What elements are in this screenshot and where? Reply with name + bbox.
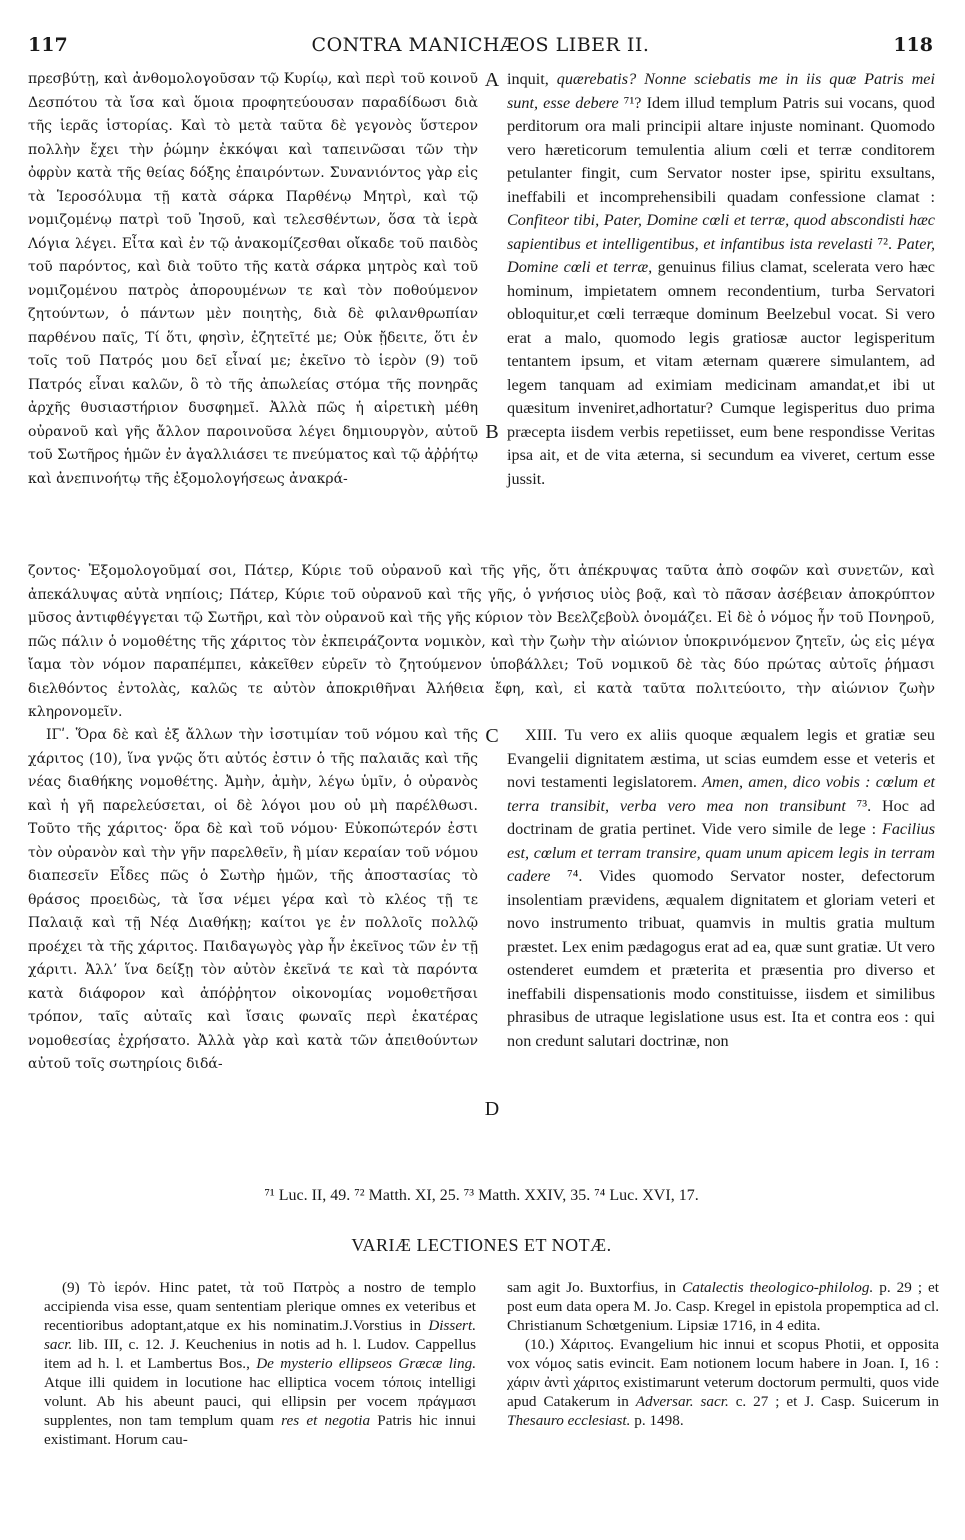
page-header (28, 34, 933, 60)
column-marker-b: B (485, 421, 499, 443)
column-marker-c: C (485, 725, 499, 747)
italic-text-run: Amen, amen, dico vobis : cœlum et terra transibit, verba vero mea non transibunt (507, 773, 936, 815)
page-number-left: 117 (28, 34, 68, 56)
italic-text-run: Catalectis theologico-philolog. (682, 1279, 874, 1296)
greek-paragraph-xiii: ΙΓʹ. Ὅρα δὲ καὶ ἐξ ἄλλων τὴν ἰσοτιμίαν τοῦ νόμου καὶ τῆς χάριτος (10), ἵνα γνῷς ὅτι αὐτός ἐστιν ὁ τῆς παλαιᾶς καὶ τῆς νέας διαθήκης νομοθέτης. Ἀμὴν, ἀμὴν, λέγω ὑμῖν, ὁ οὐρανὸς καὶ ἡ γῆ παρελεύσεται, οἱ δὲ λόγοι μου οὐ μὴ παρέλθωσι. Τοῦτο τῆς χάριτος· ὅρα δὲ καὶ τοῦ νόμου· Εὐκοπώτερόν ἐστι τὸν οὐρανὸν καὶ τὴν γῆν παρελθεῖν, ἢ μίαν κεραίαν τοῦ νόμου διαπεσεῖν Εἶδες πῶς ὁ Σωτὴρ ἡμῶν, τῆς ἀποστασίας τὸ θράσος προειδὼς, τὰ ἴσα νέμει γέρα καὶ τὸ κλέος τῇ τε Παλαιᾷ καὶ τῇ Νέᾳ Διαθήκῃ; καίτοι γε ἐν πολλοῖς πολλῷ προέχει τὰ τῆς χάριτος. Παιδαγωγὸς γὰρ ἦν ἐκεῖνος τῶν ἐν τῇ χάριτι. Ἀλλ’ ἵνα δείξῃ τὸν αὐτὸν ἐκεῖνά τε καὶ τὰ παρόντα κατὰ διάφορον καὶ ἀπόῤῥητον οἰκονομίας νομοθετῆσαι τρόπον, ταῖς αὐταῖς καὶ ἴσαις φωναῖς περὶ ἑκατέρας νομοθεσίας ἐχρήσατο. Ἀλλὰ γὰρ καὶ κατὰ τῶν ἀπειθούντων αὐτοῦ τοῖς σωτηρίοις διδά- (28, 727, 478, 1072)
italic-text-run: res et negotia (281, 1412, 371, 1429)
text-run: Atque illi quidem in locutione hac elliptica vocem τόποις intelligi volunt. Ab his abeunt pauci, qui ellipsin per vocem πράγμασι supplentes, non tam templum quam (44, 1374, 476, 1429)
latin-paragraph-xiii (507, 724, 935, 1053)
text-run: inquit, (507, 70, 557, 88)
text-run: ⁷². (872, 234, 897, 253)
italic-text-run: Dissert. sacr. (44, 1317, 476, 1353)
text-run: (9) Τὸ ἱερόν. Hinc patet, τὰ τοῦ Πατρὸς a nostro de templo accipienda visa esse, quam sententiam plerique omnes ex veteribus et recentioribus adoptant,atque ex his nominatim.J.Vorstius in (44, 1279, 476, 1334)
note-9-continued (507, 1278, 939, 1335)
notes-column-left (44, 1278, 476, 1449)
latin-column-upper (507, 68, 935, 491)
column-marker-d: D (484, 1098, 500, 1120)
text-run: lib. III, c. 12. J. Keuchenius in notis ad h. l. Ludov. Cappellus item ad h. l. et Lambertus Bos., (44, 1336, 476, 1372)
note-9 (44, 1278, 476, 1449)
column-marker-a: A (484, 69, 500, 91)
notes-section-title: VARIÆ LECTIONES ET NOTÆ. (351, 1235, 612, 1255)
text-run: p. 29 ; et post eum data opera M. Jo. Casp. Kregel in epistola propemptica ad cl. Christianum Schœtgenium. Lipsiæ 1716, in 4 edita. (507, 1279, 939, 1334)
text-run: p. 1498. (630, 1412, 684, 1429)
greek-column-lower (28, 724, 478, 1077)
greek-full-width-paragraph (28, 560, 935, 725)
text-run: ⁷¹? Idem illud templum Patris sui vocans, quod perditorum ora mali principii altare injuste nominant. Quomodo vero hæreticorum temulentia alium cœli et terræ conditorem petulanter fingit, cum Servator noster ipse, spiritu exsultans, ineffabili et incomprehensibili quadam confessione clamat : (507, 93, 935, 206)
greek-column-upper (28, 68, 478, 491)
latin-column-lower (507, 724, 935, 1053)
text-run: XIII. Tu vero ex aliis quoque æqualem legis et gratiæ seu Evangelii dignitatem æstima, ut scias eumdem esse et veteris et novi testamenti legislatorem. (507, 726, 935, 791)
text-run: genuinus filius clamat, scelerata vero hæc hominum, impietatem omnem recondentium, turba Servatori obloquitur,et cœli terræque dominum Beelzebul vocat. Si vero erat a malo, quomodo legis gratiosæ auctor legisperitum tentantem ipsum, et vitam æternam quærere simulantem, ad legem tanquam ad eximiam medicinam amandat,et ibi ut quæsitum inveniret,adhortatur? Cumque legisperitus duo prima præcepta iisdem verbis repetiisset, eum bene respondisse Veritas ipsa ait, et de vita æterna, si secundum ea viveret, certum esse jussit. (507, 258, 935, 488)
greek-paragraph: πρεσβύτῃ, καὶ ἀνθομολογοῦσαν τῷ Κυρίῳ, καὶ περὶ τοῦ κοινοῦ Δεσπότου τὰ ἴσα καὶ ὅμοια προφητεύουσαν παραδίδωσι διὰ τῆς ἱερᾶς ἱστορίας. Καὶ τὸ μετὰ ταῦτα δὲ γεγονὸς ὕστερον πολλὴν ἔχει τὴν ῥώμην ἐκκόψαι καὶ ταπεινῶσαι τῶν τὴν ὀφρὺν κατὰ τῆς θείας δόξης ἐπαιρόντων. Συνανιόντος γὰρ εἰς τὰ Ἱεροσόλυμα τῇ κατὰ σάρκα Παρθένῳ Μητρὶ, καὶ τῷ νομιζομένῳ πατρὶ τοῦ Ἰησοῦ, καὶ τελεσθέντων, ὅσα τὰ ἱερὰ Λόγια λέγει. Εἶτα καὶ ἐν τῷ ἀνακομίζεσθαι οἴκαδε τοῦ παιδὸς τοῦ παρόντος, καὶ διὰ τοῦτο τῆς κατὰ σάρκα μητρὸς καὶ τοῦ νομιζομένου πατρὸς ἀπορουμένων τε καὶ τὸν ποθούμενον ζητούντων, ὁ πάντων μὲν ποιητὴς, διὰ δὲ φιλανθρωπίαν παρθένου παῖς, Τί ὅτι, φησὶν, ἐζητεῖτέ με; Οὐκ ᾔδειτε, ὅτι ἐν τοῖς τοῦ Πατρός μου δεῖ εἶναί με; ἐκεῖνο τὸ ἱερὸν (9) τοῦ Πατρός εἶναι καλῶν, ὃ τὸ τῆς ἀπωλείας στόμα τῆς πονηρᾶς ἀρχῆς θυσιαστήριον δυσφημεῖ. Ἀλλὰ πῶς ἡ αἱρετικὴ μέθη οὐρανοῦ καὶ γῆς ἄλλον παροινοῦσα λέγει δημιουργὸν, αὐτοῦ τοῦ Σωτῆρος ἡμῶν ἐν ἀγαλλιάσει τε πνεύματος καὶ τῷ ἀῤῥήτῳ καὶ ἀνεπινοήτῳ τῆς ἐξομολογήσεως ἀνακρά- (28, 71, 478, 487)
italic-text-run: Thesauro ecclesiast. (507, 1412, 631, 1429)
text-run: sam agit Jo. Buxtorfius, in (507, 1279, 683, 1296)
notes-column-right (507, 1278, 939, 1430)
italic-text-run: Pater, Domine cœli et terræ, (507, 234, 936, 276)
note-10 (507, 1335, 939, 1430)
latin-paragraph (507, 68, 935, 491)
text-run: c. 27 ; et J. Casp. Suicerum in (728, 1393, 940, 1410)
running-title: CONTRA MANICHÆOS LIBER II. (311, 34, 650, 56)
italic-text-run: Facilius est, cœlum et terram transire, quam unum apicem legis in terram cadere (507, 820, 935, 885)
text-run: (10.) Χάριτος. Evangelium hic innui et scopus Photii, et opposita vox νόμος satis evincit. Eam notionem locum habere in Joan. I, 16 : χάριν ἀντὶ χάριτος existimarunt veterum doctorum permulti, quos vide apud Catakerum in (507, 1336, 939, 1410)
page-number-right: 118 (893, 34, 933, 56)
text-run: Patris hic innui existimant. Horum cau- (44, 1412, 476, 1448)
italic-text-run: De mysterio ellipseos Græcæ ling. (256, 1355, 476, 1372)
text-run: ⁷³. Hoc ad doctrinam de gratia pertinet. Vide vero simile de lege : (507, 796, 935, 838)
greek-paragraph-full: ζοντος· Ἐξομολογοῦμαί σοι, Πάτερ, Κύριε τοῦ οὐρανοῦ καὶ τῆς γῆς, ὅτι ἀπέκρυψας ταῦτα ἀπὸ σοφῶν καὶ συνετῶν, καὶ ἀπεκάλυψας αὐτὰ νηπίοις; Πάτερ, Κύριε τοῦ οὐρανοῦ καὶ τῆς γῆς, ὁ γνήσιος υἱὸς βοᾷ, καὶ τὸ πᾶσαν ἀσέβειαν ἀποκρύπτον μῦσος ἀντιφθέγγεται τῷ Σωτῆρι, καὶ τὸν οὐρανοῦ καὶ τῆς γῆς κύριον τὸν Βεελζεβοὺλ ὀνομάζει. Εἰ δὲ ὁ νόμος ἦν τοῦ Πονηροῦ, πῶς πάλιν ὁ νομοθέτης τῆς χάριτος τὸν ἐκπειράζοντα νομικὸν, καὶ τὴν ζωὴν τὴν αἰώνιον ὑποκρινόμενον ζητεῖν, ὡς εἰς μέγα ἴαμα τὸν νόμον παραπέμπει, κἀκεῖθεν εὑρεῖν τὸ ζητούμενον ὑποβάλλει; Τοῦ νομικοῦ δὲ τὰς δύο πρώτας αὐτοῖς ῥήμασι διελθόντος ἐντολὰς, καλῶς τε αὐτὸν ἀποκριθῆναι Ἀλήθεια ἔφη, καὶ, εἰ κατὰ ταῦτα πολιτεύοιτο, τὴν αἰώνιον ζωὴν κληρονομεῖν. (28, 563, 935, 720)
italic-text-run: quærebatis? Nonne sciebatis me in iis quæ Patris mei sunt, esse debere (507, 70, 935, 112)
italic-text-run: Adversar. sacr. (635, 1393, 729, 1410)
text-run: ⁷⁴. Vides quomodo Servator noster, defectorum insolentiam prævidens, æqualem dignitatem et gloriam veteri et novo instrumento tribuat, quamvis in multis gratia multum præstet. Lex enim pædagogus erat ad ea, quæ sunt gratiæ. Ut vero ostenderet eumdem et præterita et præsentia pro diverso et ineffabili dispensationis modo constituisse, iisdem et similibus phrasibus de utraque legislatione usus est. Ita et contra eos : qui non credunt salutari doctrinæ, non (507, 867, 935, 1050)
footnotes: ⁷¹ Luc. II, 49. ⁷² Matth. XI, 25. ⁷³ Matth. XXIV, 35. ⁷⁴ Luc. XVI, 17. (264, 1187, 699, 1204)
italic-text-run: Confiteor tibi, Pater, Domine cœli et terræ, quod abscondisti hæc sapientibus et intelligentibus, et infantibus ista revelasti (507, 211, 935, 253)
